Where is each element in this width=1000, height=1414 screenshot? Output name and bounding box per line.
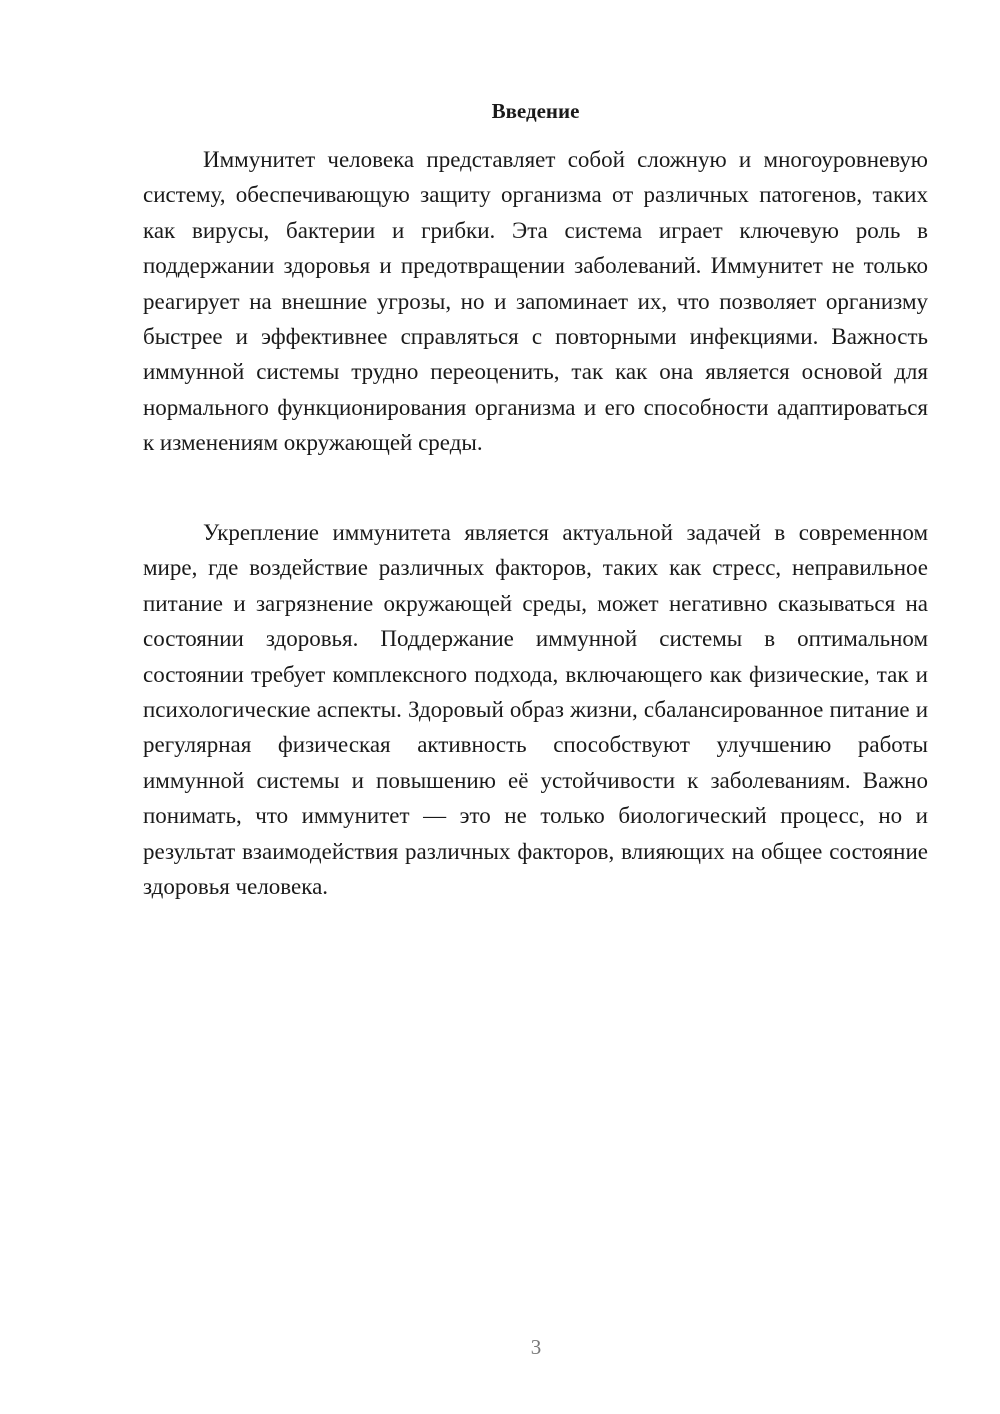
- page-number: 3: [530, 1335, 542, 1359]
- paragraph-2: Укрепление иммунитета является актуальной задачей в современном мире, где воздействие различных факторов, таких как стресс, неправильное питание и загрязнение окружающей среды, может негативно сказываться на состоянии здоровья. Поддержание иммунной системы в оптимальном состоянии требует комплексного подхода, включающего как физические, так и психологические аспекты. Здоровый образ жизни, сбалансированное питание и регулярная физическая активность способствуют улучшению работы иммунной системы и повышению её устойчивости к заболеваниям. Важно понимать, что иммунитет — это не только биологический процесс, но и результат взаимодействия различных факторов, влияющих на общее состояние здоровья человека.: [143, 520, 928, 900]
- section-heading: Введение: [491, 99, 580, 123]
- paragraph-1: Иммунитет человека представляет собой сложную и многоуровневую систему, обеспечивающую защиту организма от различных патогенов, таких как вирусы, бактерии и грибки. Эта система играет ключевую роль в поддержании здоровья и предотвращении заболеваний. Иммунитет не только реагирует на внешние угрозы, но и запоминает их, что позволяет организму быстрее и эффективнее справляться с повторными инфекциями. Важность иммунной системы трудно переоценить, так как она является основой для нормального функционирования организма и его способности адаптироваться к изменениям окружающей среды.: [143, 147, 928, 456]
